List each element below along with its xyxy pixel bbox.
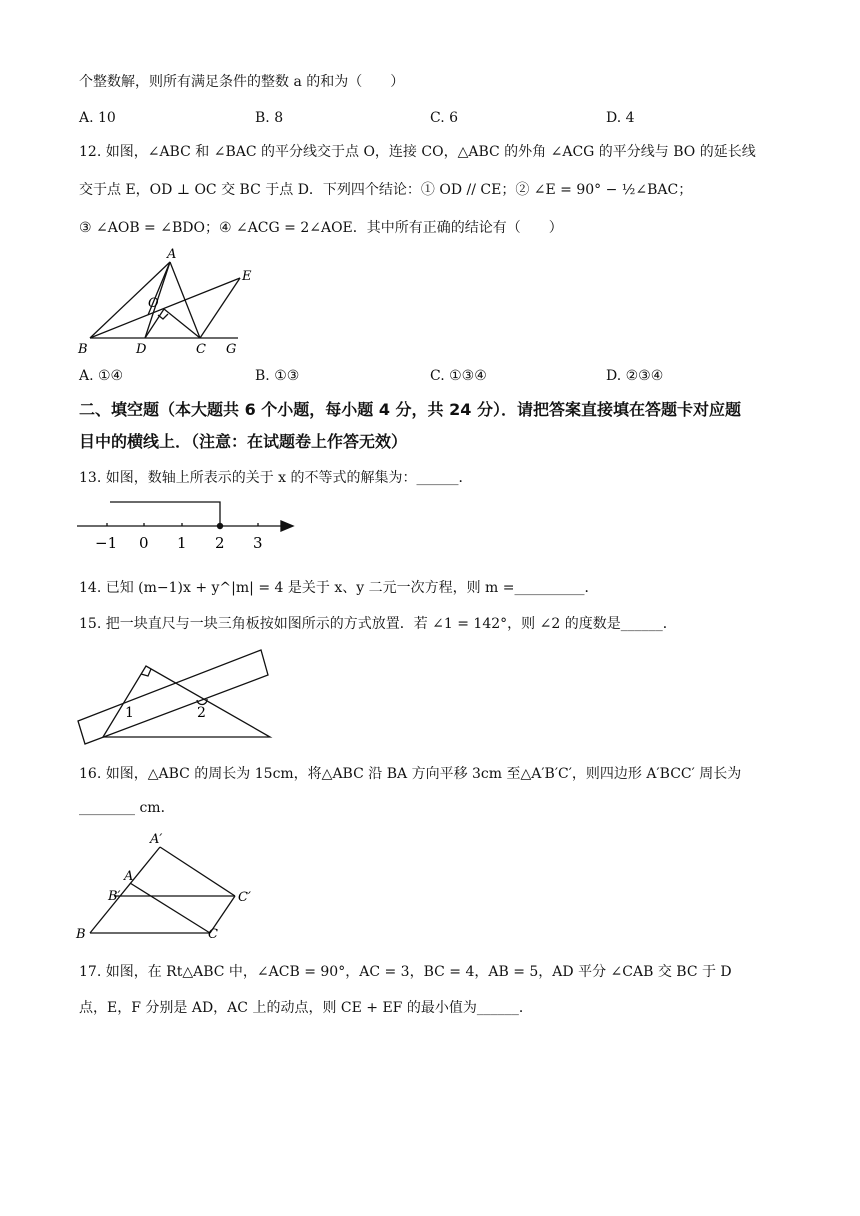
line-od: [145, 309, 164, 338]
tick-label: 0: [139, 534, 149, 552]
label-o: O: [148, 296, 159, 311]
section2-title-line2: 目中的横线上．（注意：在试题卷上作答无效）: [79, 432, 408, 451]
q12-option-c: C. ①③④: [430, 368, 487, 384]
q17-line2: 点，E，F 分别是 AD，AC 上的动点，则 CE + EF 的最小值为______．: [79, 1000, 533, 1016]
q12-option-d: D. ②③④: [606, 368, 664, 384]
tick-label: −1: [95, 534, 118, 552]
segment-ba-prime: [90, 847, 160, 933]
q15-text: 15. 把一块直尺与一块三角板按如图所示的方式放置．若 ∠1 = 142°，则 ∠2 的度数是______．: [79, 616, 677, 632]
q16-figure: [70, 828, 270, 944]
tick-label: 1: [177, 534, 187, 552]
q11-option-c: C. 6: [430, 110, 459, 126]
q15-figure: [75, 645, 275, 745]
label-a: A: [167, 247, 177, 262]
q11-option-a: A. 10: [79, 110, 116, 126]
q11-option-d: D. 4: [606, 110, 635, 126]
ruler: [78, 650, 268, 744]
segment-a-prime-c-prime: [160, 847, 235, 896]
q14-text: 14. 已知 (m−1)x + y^|m| = 4 是关于 x、y 二元一次方程，则 m =__________．: [79, 580, 599, 596]
label-d: D: [136, 342, 147, 357]
solid-dot: [217, 523, 223, 529]
q16-line1: 16. 如图，△ABC 的周长为 15cm，将△ABC 沿 BA 方向平移 3cm 至△A′B′C′，则四边形 A′BCC′ 周长为: [79, 766, 742, 782]
tick-label: 2: [215, 534, 225, 552]
axis-arrow: [281, 521, 293, 531]
label-a: A: [124, 869, 134, 884]
label-g: G: [226, 342, 237, 357]
q12-line2: 交于点 E，OD ⊥ OC 交 BC 于点 D．下列四个结论：① OD // CE；② ∠E = 90° − ½∠BAC；: [79, 182, 693, 198]
q11-option-b: B. 8: [255, 110, 284, 126]
label-b-prime: B′: [108, 889, 121, 904]
q17-line1: 17. 如图，在 Rt△ABC 中，∠ACB = 90°，AC = 3，BC = 4，AB = 5，AD 平分 ∠CAB 交 BC 于 D: [79, 964, 732, 980]
q13-number-line: [75, 495, 305, 555]
section2-title-line1: 二、填空题（本大题共 6 个小题，每小题 4 分，共 24 分）．请把答案直接填在答题卡对应题: [79, 400, 741, 419]
q12-line3: ③ ∠AOB = ∠BDO；④ ∠ACG = 2∠AOE．其中所有正确的结论有（ ）: [79, 220, 563, 236]
label-c-prime: C′: [238, 890, 251, 905]
line-ce: [200, 278, 240, 338]
label-e: E: [242, 269, 252, 284]
q12-option-b: B. ①③: [255, 368, 300, 384]
q12-figure: [70, 245, 270, 360]
q16-line2: ________ cm．: [79, 800, 175, 816]
q12-line1: 12. 如图，∠ABC 和 ∠BAC 的平分线交于点 O，连接 CO，△ABC 的外角 ∠ACG 的平分线与 BO 的延长线: [79, 144, 756, 160]
q11-text: 个整数解，则所有满足条件的整数 a 的和为（ ）: [79, 74, 405, 90]
label-c: C: [208, 927, 218, 942]
line-be: [90, 278, 240, 338]
tick-label: 3: [253, 534, 263, 552]
segment-ac: [130, 883, 210, 933]
q12-option-a: A. ①④: [79, 368, 124, 384]
angle-2-label: 2: [197, 705, 206, 721]
solution-bracket: [110, 502, 220, 526]
angle-1-label: 1: [125, 705, 134, 721]
label-b: B: [78, 342, 88, 357]
q13-text: 13. 如图，数轴上所表示的关于 x 的不等式的解集为：______．: [79, 470, 473, 486]
label-b: B: [76, 927, 86, 942]
label-a-prime: A′: [150, 832, 163, 847]
label-c: C: [196, 342, 206, 357]
